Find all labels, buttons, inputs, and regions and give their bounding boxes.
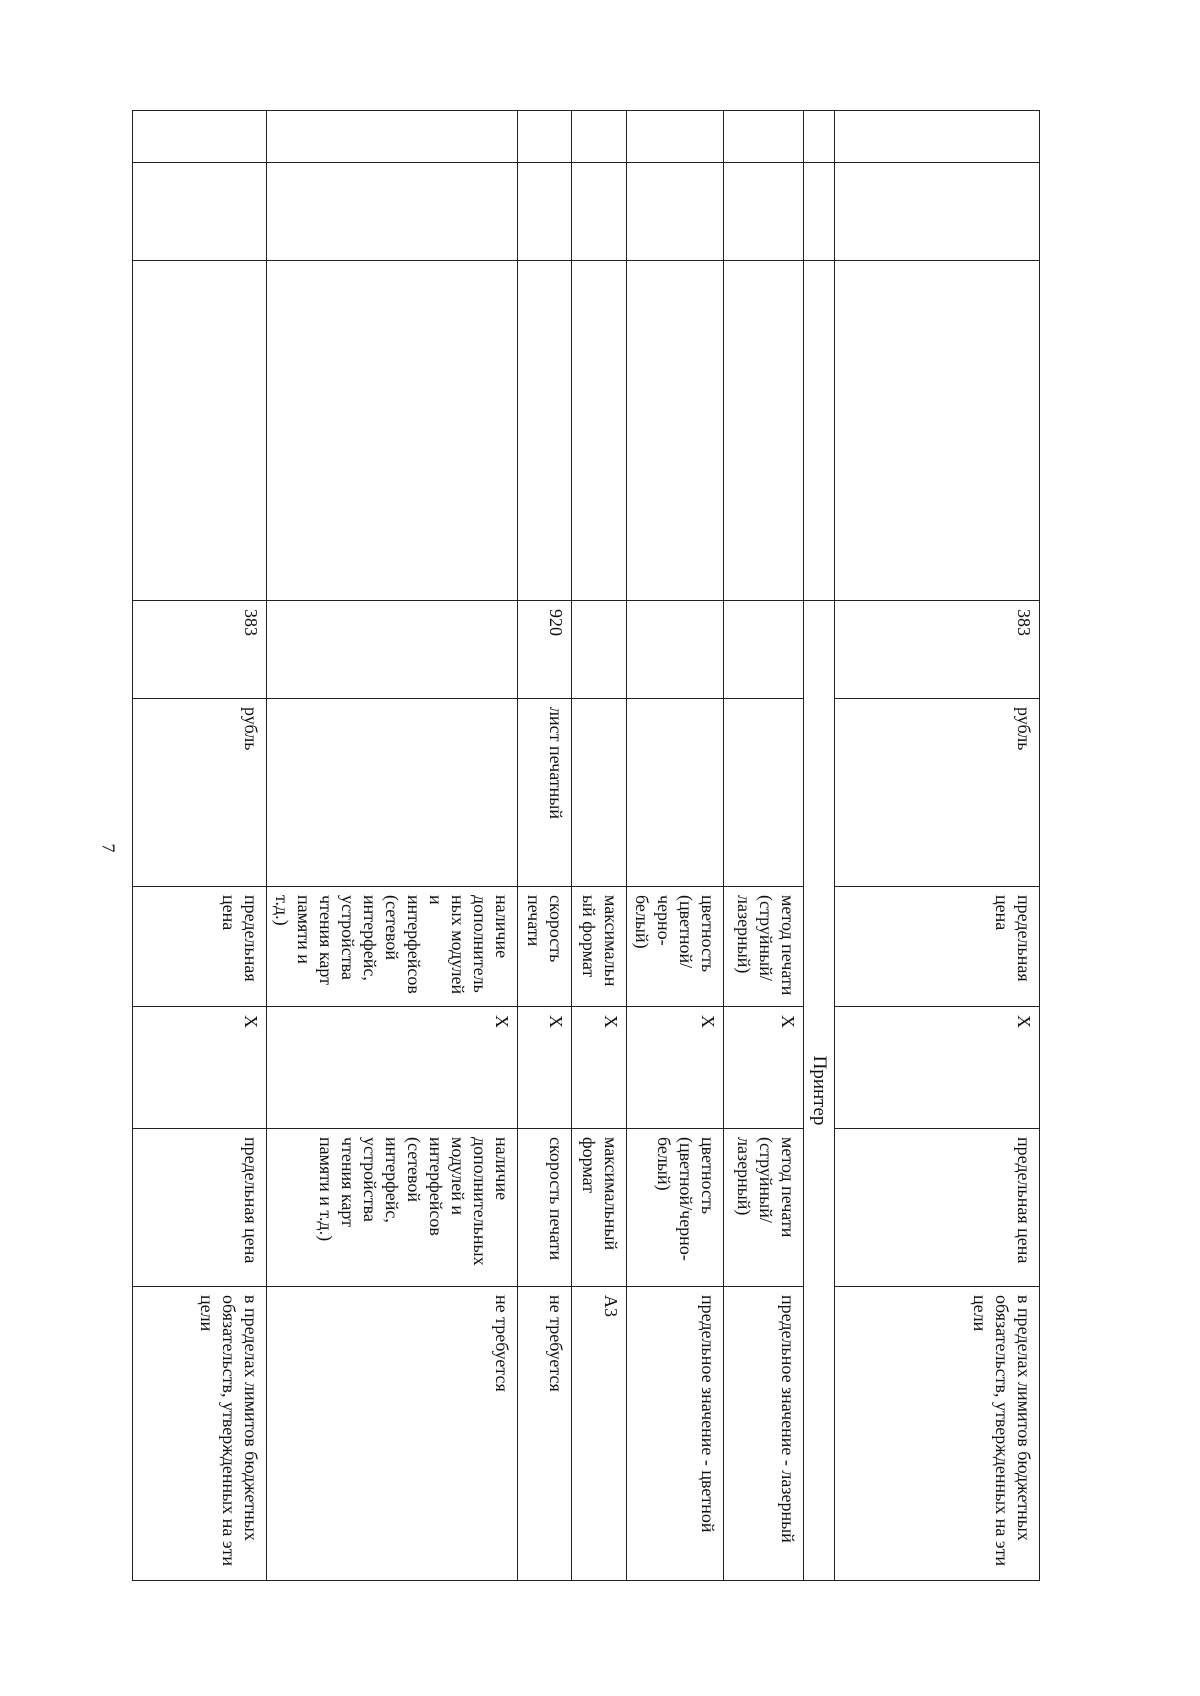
characteristic2-cell: предельная цена — [133, 1129, 267, 1287]
x-cell: Х — [835, 1007, 1040, 1129]
left-col-1 — [627, 111, 724, 163]
unit-cell — [267, 699, 518, 887]
left-col-3 — [267, 261, 518, 601]
left-col-2 — [267, 163, 518, 261]
unit-cell — [572, 699, 627, 887]
code-cell — [724, 601, 804, 699]
left-col-2 — [133, 163, 267, 261]
unit-cell — [724, 699, 804, 887]
value-cell: в пределах лимитов бюджетных обязательств, утвержденных на эти цели — [835, 1287, 1040, 1581]
table-row — [572, 111, 627, 1581]
x-cell: Х — [133, 1007, 267, 1129]
characteristic2-cell: метод печати (струйный/лазерный) — [724, 1129, 804, 1287]
unit-cell: рубль — [133, 699, 267, 887]
characteristic-cell: максимальный формат — [572, 887, 627, 1007]
left-col-2 — [724, 163, 804, 261]
code-cell: 920 — [518, 601, 572, 699]
value-cell: А3 — [572, 1287, 627, 1581]
characteristic2-cell: предельная цена — [835, 1129, 1040, 1287]
value-cell: предельное значение - цветной — [627, 1287, 724, 1581]
left-col-1 — [804, 111, 835, 163]
characteristic2-cell: наличие дополнительных модулей и интерфейсов (сетевой интерфейс, устройства чтения карт памяти и т.д.) — [267, 1129, 518, 1287]
section-row — [804, 111, 835, 1581]
table-row — [267, 111, 518, 1581]
specification-table — [132, 110, 1040, 1581]
value-cell: в пределах лимитов бюджетных обязательств, утвержденных на эти цели — [133, 1287, 267, 1581]
unit-cell: лист печатный — [518, 699, 572, 887]
x-cell: Х — [267, 1007, 518, 1129]
value-cell: предельное значение - лазерный — [724, 1287, 804, 1581]
characteristic-cell: скорость печати — [518, 887, 572, 1007]
section-title: Принтер — [804, 601, 835, 1581]
unit-cell — [627, 699, 724, 887]
code-cell: 383 — [835, 601, 1040, 699]
table-row — [627, 111, 724, 1581]
characteristic2-cell: скорость печати — [518, 1129, 572, 1287]
left-col-2 — [572, 163, 627, 261]
characteristic-cell: цветность (цветной/черно-белый) — [627, 887, 724, 1007]
left-col-3 — [724, 261, 804, 601]
table-row — [724, 111, 804, 1581]
left-col-2 — [835, 163, 1040, 261]
x-cell: Х — [627, 1007, 724, 1129]
left-col-3 — [804, 261, 835, 601]
left-col-3 — [835, 261, 1040, 601]
left-col-1 — [572, 111, 627, 163]
characteristic-cell: предельная цена — [835, 887, 1040, 1007]
left-col-3 — [518, 261, 572, 601]
characteristic-cell: предельная цена — [133, 887, 267, 1007]
left-col-3 — [627, 261, 724, 601]
code-cell — [627, 601, 724, 699]
page-number: 7 — [98, 843, 119, 853]
left-col-3 — [572, 261, 627, 601]
x-cell: Х — [572, 1007, 627, 1129]
table-row — [835, 111, 1040, 1581]
left-col-1 — [724, 111, 804, 163]
x-cell: Х — [518, 1007, 572, 1129]
characteristic2-cell: максимальный формат — [572, 1129, 627, 1287]
x-cell: Х — [724, 1007, 804, 1129]
left-col-1 — [835, 111, 1040, 163]
code-cell — [572, 601, 627, 699]
characteristic2-cell: цветность (цветной/черно-белый) — [627, 1129, 724, 1287]
code-cell — [267, 601, 518, 699]
code-cell: 383 — [133, 601, 267, 699]
left-col-2 — [804, 163, 835, 261]
characteristic-cell: метод печати (струйный/лазерный) — [724, 887, 804, 1007]
unit-cell: рубль — [835, 699, 1040, 887]
left-col-1 — [518, 111, 572, 163]
rotated-table-container — [180, 110, 1040, 1580]
value-cell: не требуется — [518, 1287, 572, 1581]
table-row — [133, 111, 267, 1581]
characteristic-cell: наличие дополнительных модулей и интерфейсов (сетевой интерфейс, устройства чтения карт памяти и т.д.) — [267, 887, 518, 1007]
left-col-1 — [133, 111, 267, 163]
left-col-2 — [627, 163, 724, 261]
left-col-3 — [133, 261, 267, 601]
value-cell: не требуется — [267, 1287, 518, 1581]
left-col-2 — [518, 163, 572, 261]
left-col-1 — [267, 111, 518, 163]
table-row — [518, 111, 572, 1581]
